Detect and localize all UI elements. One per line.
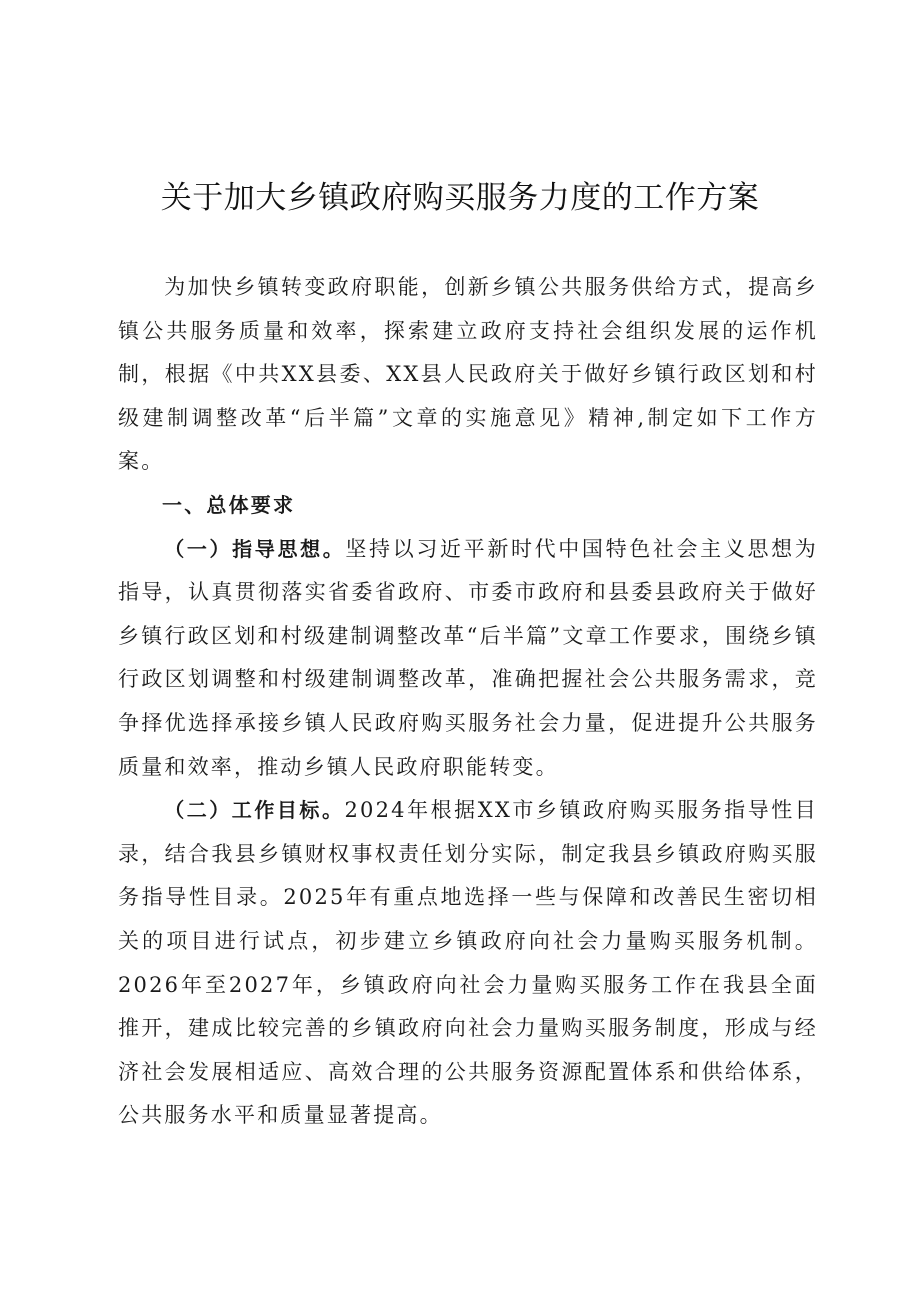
guiding-ideology-text: 坚持以习近平新时代中国特色社会主义思想为指导，认真贯彻落实省委省政府、市委市政府和县委县政府关于做好乡镇行政区划和村级建制调整改革“后半篇”文章工作要求，围绕乡镇行政区划调整和村级建制调整改革，准确把握社会公共服务需求，竞争择优选择承接乡镇人民政府购买服务社会力量，促进提升公共服务质量和效率，推动乡镇人民政府职能转变。 [118, 536, 818, 779]
document-body [118, 266, 818, 1138]
document-title: 关于加大乡镇政府购买服务力度的工作方案 [160, 180, 760, 216]
work-goals-paragraph [118, 789, 818, 1138]
guiding-ideology-paragraph [118, 528, 818, 790]
guiding-ideology-lead: （一）指导思想。 [164, 536, 346, 561]
work-goals-lead: （二）工作目标。 [164, 798, 345, 823]
intro-paragraph: 为加快乡镇转变政府职能，创新乡镇公共服务供给方式，提高乡镇公共服务质量和效率，探索建立政府支持社会组织发展的运作机制，根据《中共XX县委、XX县人民政府关于做好乡镇行政区划和村级建制调整改革“后半篇”文章的实施意见》精神,制定如下工作方案。 [118, 275, 818, 474]
section-heading-overall-requirements: 一、总体要求 [162, 492, 296, 517]
work-goals-text: 2024年根据XX市乡镇政府购买服务指导性目录，结合我县乡镇财权事权责任划分实际，制定我县乡镇政府购买服务指导性目录。2025年有重点地选择一些与保障和改善民生密切相关的项目进行试点，初步建立乡镇政府向社会力量购买服务机制。2026年至2027年，乡镇政府向社会力量购买服务工作在我县全面推开，建成比较完善的乡镇政府向社会力量购买服务制度，形成与经济社会发展相适应、高效合理的公共服务资源配置体系和供给体系，公共服务水平和质量显著提高。 [118, 798, 818, 1128]
